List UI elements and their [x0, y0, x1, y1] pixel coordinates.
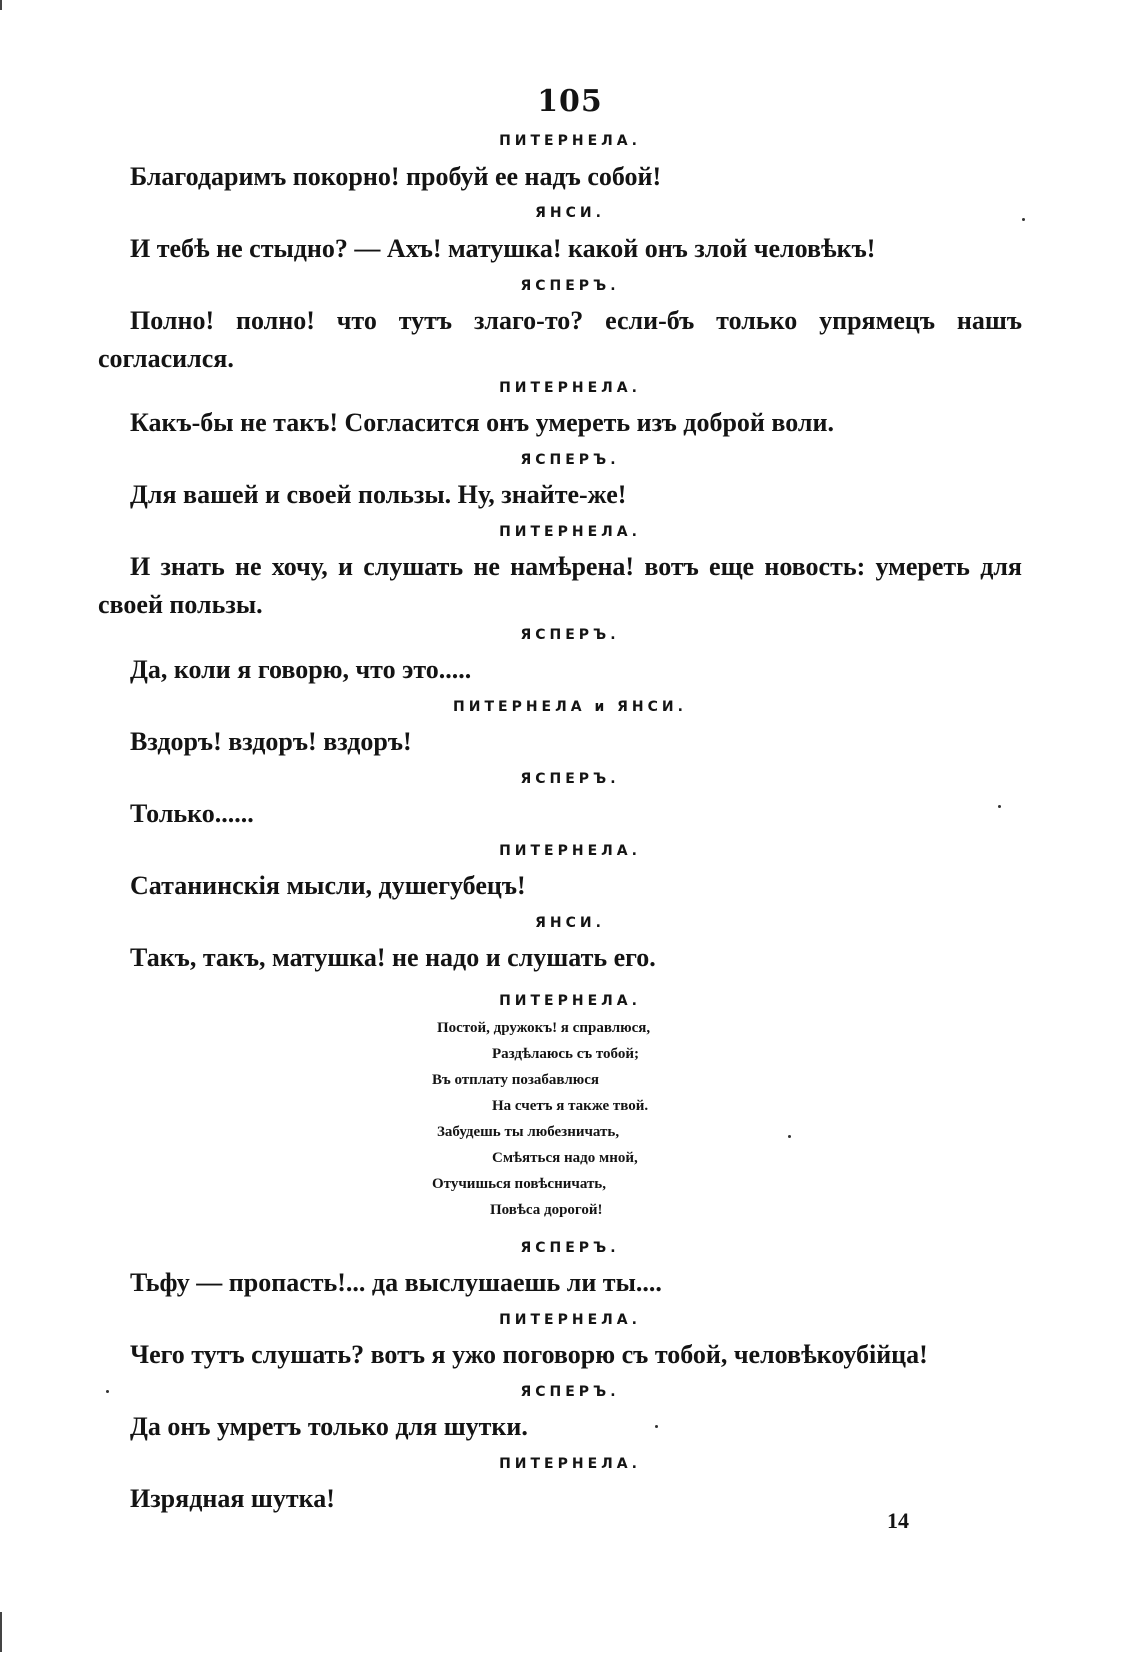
verse-line: Раздѣлаюсь съ тобой;	[492, 1046, 639, 1062]
dialogue-line: Полно! полно! что тутъ злаго-то? если-бъ только упрямецъ нашъ согласился.	[98, 306, 1022, 373]
dialogue-line: Да, коли я говорю, что это.....	[130, 655, 472, 684]
print-speck	[998, 805, 1001, 808]
verse-line: На счетъ я также твой.	[492, 1098, 649, 1114]
verse-line: Постой, дружокъ! я справлюся,	[437, 1020, 651, 1036]
dialogue-line: Чего тутъ слушать? вотъ я ужо поговорю съ тобой, человѣкоубійца!	[130, 1340, 928, 1369]
dialogue-line: И знать не хочу, и слушать не намѣрена! вотъ еще новость: умереть для своей пользы.	[98, 552, 1022, 619]
dialogue-line: Вздоръ! вздоръ! вздоръ!	[130, 727, 412, 756]
speaker-name: ЯНСИ.	[535, 915, 605, 931]
speaker-name: ЯСПЕРЪ.	[520, 452, 620, 468]
dialogue-line: Изрядная шутка!	[130, 1484, 335, 1513]
printer-signature-mark: 14	[887, 1508, 909, 1533]
print-speck	[1022, 218, 1025, 221]
verse-line: Повѣса дорогой!	[490, 1202, 603, 1218]
speaker-name: ЯСПЕРЪ.	[520, 1384, 620, 1400]
speaker-name: ПИТЕРНЕЛА и ЯНСИ.	[453, 699, 687, 715]
scan-edge-mark	[0, 0, 2, 10]
scan-edge-mark	[0, 1612, 2, 1652]
speaker-name: ПИТЕРНЕЛА.	[499, 133, 641, 149]
verse-line: Въ отплату позабавлюся	[432, 1072, 599, 1088]
speaker-name: ЯСПЕРЪ.	[520, 1240, 620, 1256]
dialogue-line: И тебѣ не стыдно? — Ахъ! матушка! какой онъ злой человѣкъ!	[130, 234, 876, 263]
speaker-name: ПИТЕРНЕЛА.	[499, 843, 641, 859]
verse-line: Смѣяться надо мной,	[492, 1150, 638, 1166]
print-speck	[106, 1390, 109, 1393]
speaker-name: ПИТЕРНЕЛА.	[499, 993, 641, 1009]
dialogue-line: Какъ-бы не такъ! Согласится онъ умереть изъ доброй воли.	[130, 408, 834, 437]
speaker-name: ПИТЕРНЕЛА.	[499, 380, 641, 396]
print-speck	[788, 1135, 791, 1138]
speaker-name: ЯНСИ.	[535, 205, 605, 221]
verse-line: Забудешь ты любезничать,	[437, 1124, 620, 1140]
speaker-name: ПИТЕРНЕЛА.	[499, 1312, 641, 1328]
speaker-name: ПИТЕРНЕЛА.	[499, 1456, 641, 1472]
speaker-name: ЯСПЕРЪ.	[520, 627, 620, 643]
dialogue-line: Благодаримъ покорно! пробуй ее надъ собой!	[130, 162, 662, 191]
verse-line: Отучишься повѣсничать,	[432, 1176, 606, 1192]
print-speck	[655, 1425, 658, 1428]
dialogue-line: Да онъ умретъ только для шутки.	[130, 1412, 528, 1441]
dialogue-line: Сатанинскія мысли, душегубецъ!	[130, 871, 526, 900]
page-number: 105	[537, 84, 603, 119]
speaker-name: ЯСПЕРЪ.	[520, 771, 620, 787]
dialogue-line: Такъ, такъ, матушка! не надо и слушать его.	[130, 943, 656, 972]
dialogue-line: Только......	[130, 799, 254, 828]
speaker-name: ПИТЕРНЕЛА.	[499, 524, 641, 540]
dialogue-line: Для вашей и своей пользы. Ну, знайте-же!	[130, 480, 627, 509]
dialogue-line: Тьфу — пропасть!... да выслушаешь ли ты....	[130, 1268, 662, 1297]
speaker-name: ЯСПЕРЪ.	[520, 278, 620, 294]
